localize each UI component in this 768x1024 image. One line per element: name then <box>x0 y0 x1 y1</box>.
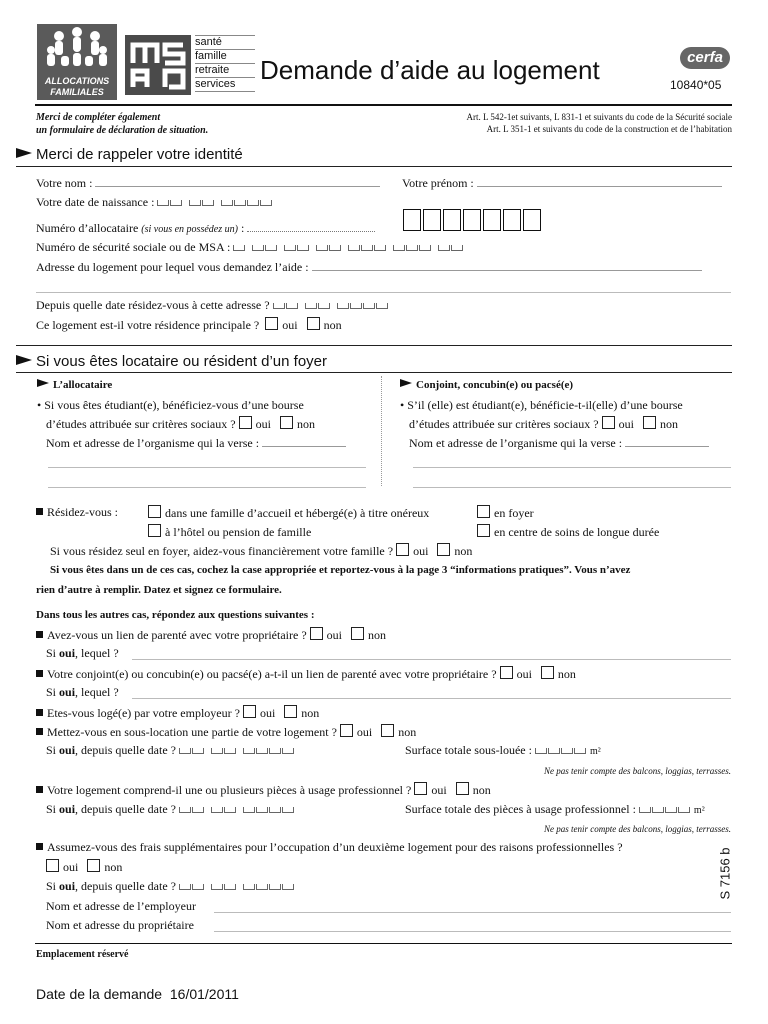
bullet-square-icon <box>36 508 43 515</box>
deuxieme-non-checkbox[interactable] <box>87 859 100 872</box>
parente-lequel-field[interactable] <box>132 659 731 660</box>
bullet-square-icon <box>36 843 43 850</box>
note-balcons: Ne pas tenir compte des balcons, loggias, terrasses. <box>544 766 731 776</box>
parente-oui-checkbox[interactable] <box>310 627 323 640</box>
bullet-square-icon <box>36 709 43 716</box>
right-bourse-non-checkbox[interactable] <box>643 416 656 429</box>
famille-checkbox[interactable] <box>148 505 161 518</box>
allocataire-row <box>36 221 375 236</box>
non-label: non <box>323 318 342 332</box>
prenom-row <box>402 176 722 191</box>
footer-rule <box>35 943 732 944</box>
naissance-digits[interactable] <box>157 195 273 210</box>
pieces-pro-non-checkbox[interactable] <box>456 782 469 795</box>
employeur-row: Etes-vous logé(e) par votre employeur ? oui non <box>36 705 319 721</box>
section-rule <box>16 345 732 346</box>
arrow-icon <box>37 379 49 387</box>
header-rule <box>35 104 732 106</box>
left-q1: • Si vous êtes étudiant(e), bénéficiez-vous d’une bourse <box>37 398 304 412</box>
parente-lequel-row: Si oui, lequel ? <box>46 646 119 660</box>
proprietaire-nom-row: Nom et adresse du propriétaire <box>46 918 194 932</box>
left-q2-row: d’études attribuée sur critères sociaux ? oui non <box>46 417 315 431</box>
msa-word: famille <box>195 49 255 63</box>
allocataire-number-boxes[interactable] <box>403 209 543 236</box>
left-bourse-oui-checkbox[interactable] <box>239 416 252 429</box>
note-balcons-2: Ne pas tenir compte des balcons, loggias, terrasses. <box>544 824 731 834</box>
opt-hotel-row: à l’hôtel ou pension de famille <box>148 524 311 540</box>
caf-logo-line2: FAMILIALES <box>50 87 104 97</box>
allocataire-dotted <box>247 221 375 232</box>
surface-sous-louee-digits[interactable] <box>535 743 587 758</box>
right-org-line[interactable] <box>413 467 731 468</box>
arrow-icon <box>16 148 32 158</box>
conjoint-parente-oui-checkbox[interactable] <box>500 666 513 679</box>
right-column-title: Conjoint, concubin(e) ou pacsé(e) <box>400 379 573 391</box>
adresse-row <box>36 260 702 275</box>
arrow-icon <box>16 355 32 365</box>
secu-digits[interactable] <box>233 240 464 255</box>
seul-foyer-oui-checkbox[interactable] <box>396 543 409 556</box>
deuxieme-row: Assumez-vous des frais supplémentaires pour l’occupation d’un deuxième logement pour des raisons professionnelles ? <box>36 840 623 855</box>
nom-row <box>36 176 380 191</box>
naissance-label: Votre date de naissance : <box>36 195 155 209</box>
caf-logo <box>37 24 117 100</box>
proprietaire-nom-field[interactable] <box>214 931 731 932</box>
prenom-field[interactable] <box>477 176 722 187</box>
secu-row <box>36 240 464 255</box>
legal-line1: Art. L 542-1et suivants, L 831-1 et suivants du code de la Sécurité sociale <box>466 112 732 122</box>
conjoint-lequel-field[interactable] <box>132 698 731 699</box>
principale-label: Ce logement est-il votre résidence principale ? <box>36 318 260 332</box>
sous-location-date-row: Si oui, depuis quelle date ? <box>46 743 295 758</box>
section-rule <box>16 166 732 167</box>
bullet-square-icon <box>36 631 43 638</box>
pieces-pro-row: Votre logement comprend-il une ou plusieurs pièces à usage professionnel ? oui non <box>36 782 491 798</box>
pieces-pro-date-row: Si oui, depuis quelle date ? <box>46 802 295 817</box>
msa-words <box>195 35 255 92</box>
bullet-square-icon <box>36 786 43 793</box>
depuis-row <box>36 298 389 313</box>
deuxieme-options-row: oui non <box>46 859 122 875</box>
naissance-row <box>36 195 273 210</box>
arrow-icon <box>400 379 412 387</box>
right-q2-row: d’études attribuée sur critères sociaux ? oui non <box>409 417 678 431</box>
adresse-line-2[interactable] <box>36 292 731 293</box>
opt-foyer-row: en foyer <box>477 505 534 521</box>
date-value: 16/01/2011 <box>169 986 239 1002</box>
left-org-field[interactable] <box>262 436 346 447</box>
msa-mark-icon <box>125 35 191 95</box>
side-code: S 7156 b <box>717 847 733 900</box>
depuis-label: Depuis quelle date résidez-vous à cette adresse ? <box>36 298 270 312</box>
opt-soins-row: en centre de soins de longue durée <box>477 524 659 540</box>
conjoint-parente-non-checkbox[interactable] <box>541 666 554 679</box>
parente-row: Avez-vous un lien de parenté avec votre propriétaire ? oui non <box>36 627 386 643</box>
seul-foyer-non-checkbox[interactable] <box>437 543 450 556</box>
msa-word: services <box>195 77 255 92</box>
left-org-line[interactable] <box>48 467 366 468</box>
bullet-square-icon <box>36 670 43 677</box>
prenom-label: Votre prénom : <box>402 176 474 190</box>
surface-pro-row: Surface totale des pièces à usage professionnel : m² <box>405 802 705 816</box>
caf-logo-line1: ALLOCATIONS <box>44 76 110 86</box>
conjoint-lequel-row: Si oui, lequel ? <box>46 685 119 699</box>
locataire-section-title: Si vous êtes locataire ou résident d’un foyer <box>36 353 327 370</box>
parente-non-checkbox[interactable] <box>351 627 364 640</box>
principale-non-checkbox[interactable] <box>307 317 320 330</box>
deuxieme-date-row: Si oui, depuis quelle date ? <box>46 879 295 894</box>
emplacement-reserve: Emplacement réservé <box>36 949 129 960</box>
identity-section-title: Merci de rappeler votre identité <box>36 146 243 163</box>
right-org-line[interactable] <box>413 487 731 488</box>
adresse-field[interactable] <box>312 260 702 271</box>
msa-word: santé <box>195 35 255 49</box>
sous-location-date-digits[interactable] <box>179 743 295 758</box>
locataire-section-header <box>16 353 327 371</box>
soins-checkbox[interactable] <box>477 524 490 537</box>
bold-note-2: rien d’autre à remplir. Datez et signez ce formulaire. <box>36 584 282 596</box>
allocataire-colon: : <box>237 221 245 235</box>
sous-location-row: Mettez-vous en sous-location une partie de votre logement ? oui non <box>36 724 416 740</box>
pieces-pro-oui-checkbox[interactable] <box>414 782 427 795</box>
left-bourse-non-checkbox[interactable] <box>280 416 293 429</box>
right-bourse-oui-checkbox[interactable] <box>602 416 615 429</box>
left-org-line[interactable] <box>48 487 366 488</box>
date-demande <box>36 986 239 1002</box>
allocataire-label: Numéro d’allocataire <box>36 221 139 235</box>
foyer-checkbox[interactable] <box>477 505 490 518</box>
deuxieme-date-digits[interactable] <box>179 879 295 894</box>
date-label: Date de la demande <box>36 986 163 1002</box>
note-line1: Merci de compléter également <box>36 112 161 123</box>
note-line2: un formulaire de déclaration de situation. <box>36 125 209 136</box>
left-column-title: L’allocataire <box>37 379 112 391</box>
sous-location-oui-checkbox[interactable] <box>340 724 353 737</box>
oui-label: oui <box>282 318 298 332</box>
allocataire-note: (si vous en possédez un) <box>141 224 238 235</box>
employeur-nom-field[interactable] <box>214 912 731 913</box>
conjoint-parente-row: Votre conjoint(e) ou concubin(e) ou pacsé(e) a-t-il un lien de parenté avec votre propriétaire ? oui non <box>36 666 576 682</box>
left-org-row: Nom et adresse de l’organisme qui la verse : <box>46 436 346 451</box>
surface-sous-louee-row: Surface totale sous-louée : m² <box>405 743 601 757</box>
bullet-square-icon <box>36 728 43 735</box>
hotel-checkbox[interactable] <box>148 524 161 537</box>
right-org-field[interactable] <box>625 436 709 447</box>
page-title: Demande d’aide au logement <box>260 55 600 85</box>
principale-oui-checkbox[interactable] <box>265 317 278 330</box>
identity-section-header <box>16 146 243 164</box>
employeur-oui-checkbox[interactable] <box>243 705 256 718</box>
surface-pro-digits[interactable] <box>639 802 691 817</box>
seul-foyer-row: Si vous résidez seul en foyer, aidez-vous financièrement votre famille ? oui non <box>50 544 473 558</box>
right-q1: • S’il (elle) est étudiant(e), bénéficie-t-il(elle) d’une bourse <box>400 398 683 412</box>
msa-logo <box>125 35 191 95</box>
pieces-pro-date-digits[interactable] <box>179 802 295 817</box>
opt-famille-row: dans une famille d’accueil et hébergé(e) à titre onéreux <box>148 505 429 521</box>
bold-note-1: Si vous êtes dans un de ces cas, cochez la case appropriée et reportez-vous à la page 3 “informations pratiques”. Vous n’avez <box>50 564 631 576</box>
cerfa-logo: cerfa <box>680 47 730 69</box>
employeur-non-checkbox[interactable] <box>284 705 297 718</box>
nom-label: Votre nom : <box>36 176 93 190</box>
section-rule <box>16 372 732 373</box>
msa-word: retraite <box>195 63 255 77</box>
people-icon <box>37 26 117 76</box>
legal-line2: Art. L 351-1 et suivants du code de la construction et de l’habitation <box>486 124 732 134</box>
deuxieme-oui-checkbox[interactable] <box>46 859 59 872</box>
secu-label: Numéro de sécurité sociale ou de MSA : <box>36 240 231 254</box>
residez-label: Résidez-vous : <box>36 505 118 520</box>
right-org-row: Nom et adresse de l’organisme qui la verse : <box>409 436 709 451</box>
column-divider <box>381 376 382 486</box>
cerfa-number: 10840*05 <box>670 78 722 92</box>
principale-row <box>36 317 342 333</box>
autres-cas: Dans tous les autres cas, répondez aux questions suivantes : <box>36 609 315 621</box>
adresse-label: Adresse du logement pour lequel vous demandez l’aide : <box>36 260 309 274</box>
nom-field[interactable] <box>95 176 380 187</box>
depuis-digits[interactable] <box>273 298 389 313</box>
sous-location-non-checkbox[interactable] <box>381 724 394 737</box>
employeur-nom-row: Nom et adresse de l’employeur <box>46 899 196 913</box>
